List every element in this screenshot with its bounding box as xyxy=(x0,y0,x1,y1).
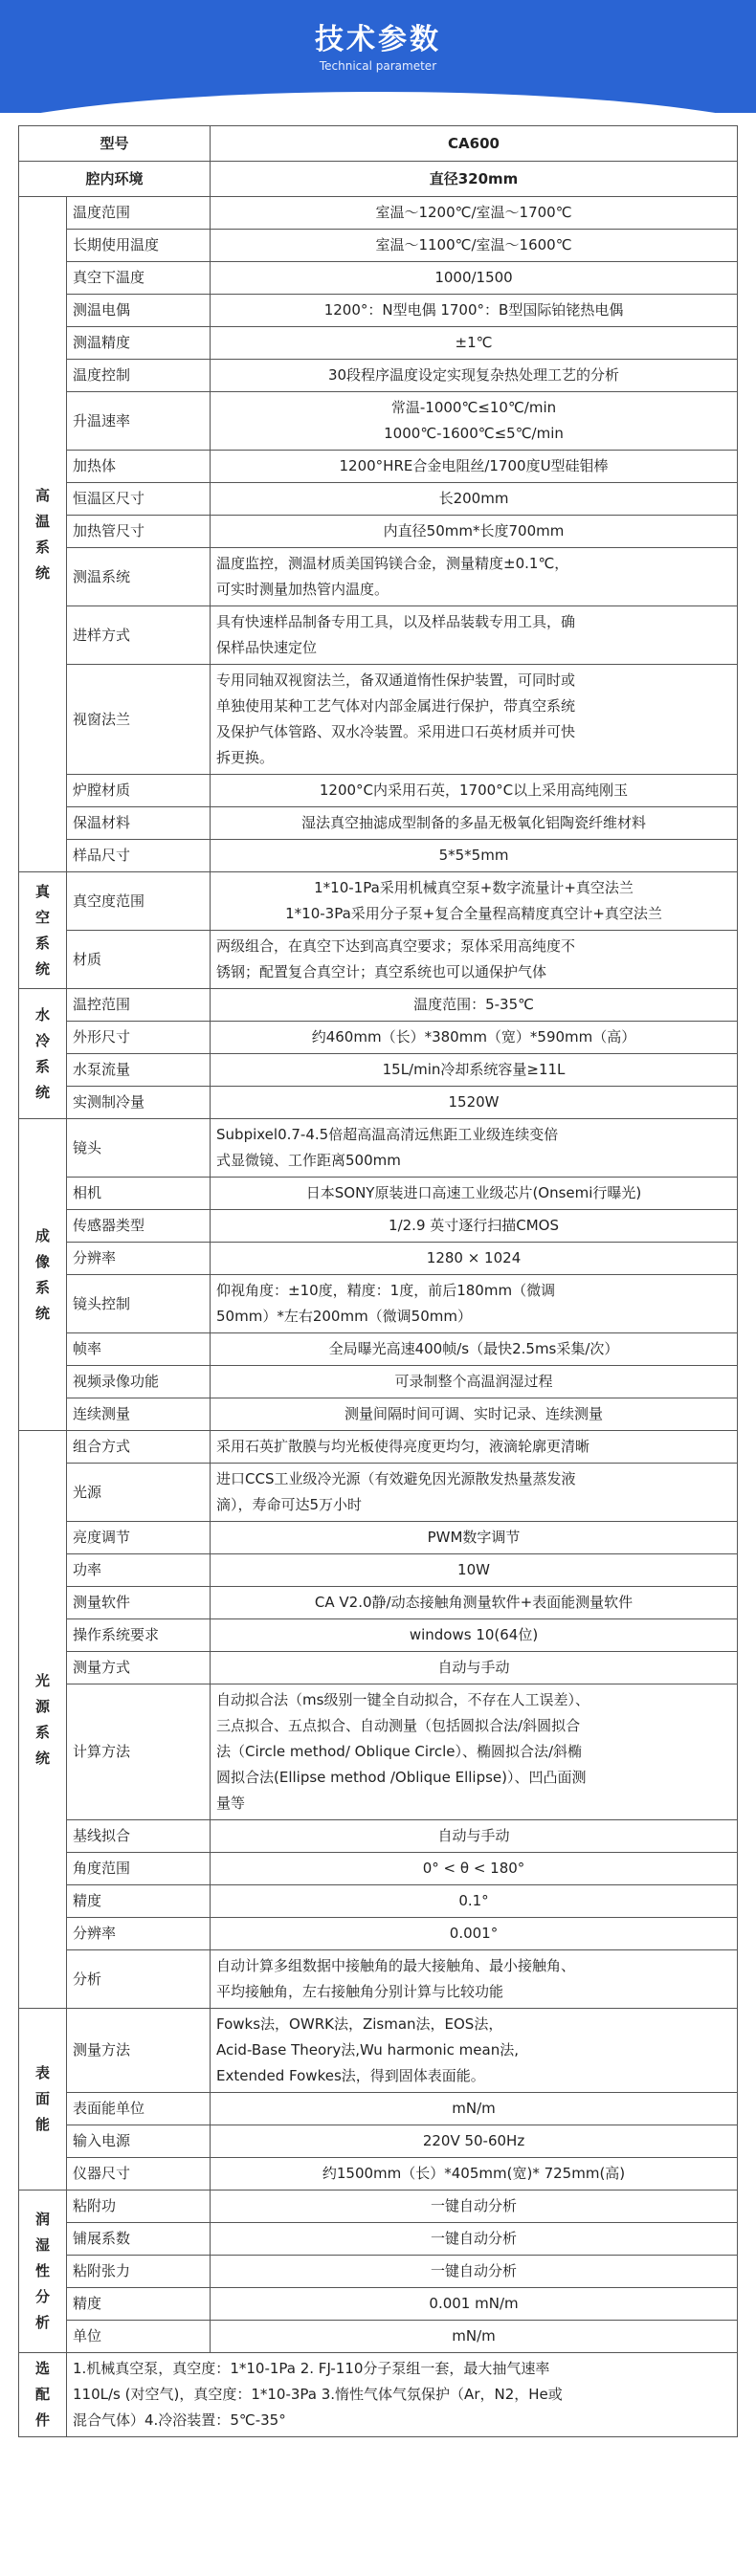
value-line: 1200°：N型电偶 1700°：B型国际铂铑热电偶 xyxy=(323,301,624,319)
spec-row xyxy=(19,807,738,840)
spec-row xyxy=(19,2288,738,2321)
value-line: 测量间隔时间可调、实时记录、连续测量 xyxy=(345,1405,604,1422)
param-value xyxy=(211,1950,738,2009)
param-name: 操作系统要求 xyxy=(67,1619,211,1652)
category-char: 分 xyxy=(34,2288,50,2305)
value-line: 保样品快速定位 xyxy=(216,639,318,656)
page-subtitle: Technical parameter xyxy=(319,59,437,73)
param-value xyxy=(211,1885,738,1918)
param-name: 相机 xyxy=(67,1178,211,1210)
spec-row xyxy=(19,230,738,262)
spec-row xyxy=(19,1464,738,1522)
param-name: 分辨率 xyxy=(67,1243,211,1275)
param-value xyxy=(211,1054,738,1087)
section-category xyxy=(19,1119,67,1431)
param-name: 温度范围 xyxy=(67,197,211,230)
value-line: 自动与手动 xyxy=(437,1827,510,1844)
spec-row xyxy=(19,2191,738,2223)
value-line: 常温-1000℃≤10℃/min xyxy=(390,399,557,416)
value-line: 单独使用某种工艺气体对内部金属进行保护，带真空系统 xyxy=(216,697,576,715)
param-value xyxy=(211,2256,738,2288)
spec-row xyxy=(19,1522,738,1554)
value-line: 1000℃-1600℃≤5℃/min xyxy=(384,425,564,442)
param-name: 真空度范围 xyxy=(67,872,211,931)
spec-row xyxy=(19,1178,738,1210)
param-name: 实测制冷量 xyxy=(67,1087,211,1119)
spec-row xyxy=(19,360,738,392)
param-value xyxy=(211,2223,738,2256)
spec-row xyxy=(19,1398,738,1431)
spec-row xyxy=(19,2009,738,2093)
spec-row xyxy=(19,2256,738,2288)
category-char: 系 xyxy=(34,1057,50,1075)
category-char: 系 xyxy=(34,934,50,952)
param-name: 进样方式 xyxy=(67,606,211,665)
param-name: 视频录像功能 xyxy=(67,1366,211,1398)
param-value xyxy=(211,1243,738,1275)
param-value xyxy=(211,989,738,1022)
category-char: 系 xyxy=(34,538,50,556)
spec-row xyxy=(19,548,738,606)
param-value xyxy=(211,2288,738,2321)
section-category xyxy=(19,989,67,1119)
spec-row xyxy=(19,451,738,483)
category-char: 真 xyxy=(34,882,50,900)
param-value xyxy=(211,1431,738,1464)
value-line: 锈钢；配置复合真空计；真空系统也可以通保护气体 xyxy=(216,963,547,980)
category-char: 水 xyxy=(34,1005,50,1024)
value-line: 自动拟合法（ms级别一键全自动拟合，不存在人工误差）、 xyxy=(216,1691,589,1708)
param-value xyxy=(211,1652,738,1684)
value-line: 采用石英扩散膜与均光板使得亮度更均匀，液滴轮廓更清晰 xyxy=(216,1438,590,1455)
spec-row xyxy=(19,1022,738,1054)
param-name: 保温材料 xyxy=(67,807,211,840)
param-name: 镜头控制 xyxy=(67,1275,211,1333)
spec-row xyxy=(19,1333,738,1366)
param-name: 测温精度 xyxy=(67,327,211,360)
value-line: 三点拟合、五点拟合、自动测量（包括圆拟合法/斜圆拟合 xyxy=(216,1717,581,1734)
param-value xyxy=(211,665,738,775)
value-line: 可实时测量加热管内温度。 xyxy=(216,581,389,598)
spec-row xyxy=(19,1366,738,1398)
value-line: 1200°HRE合金电阻丝/1700度U型硅钼棒 xyxy=(339,457,609,474)
value-line: 内直径50mm*长度700mm xyxy=(383,522,565,539)
param-name: 粘附功 xyxy=(67,2191,211,2223)
param-value xyxy=(211,1684,738,1820)
value-line: 日本SONY原装进口高速工业级芯片(Onsemi行曝光) xyxy=(305,1184,642,1201)
value-line: 圆拟合法(Ellipse method /Oblique Ellipse)）、凹凸面测 xyxy=(216,1769,587,1786)
category-char: 光 xyxy=(34,1671,50,1689)
value-line: 0.001 mN/m xyxy=(429,2295,519,2312)
param-name: 恒温区尺寸 xyxy=(67,483,211,516)
param-name: 镜头 xyxy=(67,1119,211,1178)
param-name: 角度范围 xyxy=(67,1853,211,1885)
spec-row xyxy=(19,931,738,989)
category-char: 系 xyxy=(34,1723,50,1741)
spec-row xyxy=(19,1054,738,1087)
category-char: 统 xyxy=(34,563,50,582)
value-line: 一键自动分析 xyxy=(431,2197,518,2214)
param-name: 炉膛材质 xyxy=(67,775,211,807)
param-value xyxy=(211,262,738,295)
value-line: 约1500mm（长）*405mm(宽)* 725mm(高) xyxy=(322,2165,626,2182)
param-name: 粘附张力 xyxy=(67,2256,211,2288)
param-value xyxy=(211,295,738,327)
value-line: 1/2.9 英寸逐行扫描CMOS xyxy=(389,1217,559,1234)
param-value xyxy=(211,360,738,392)
spec-row xyxy=(19,1431,738,1464)
value-line: 自动与手动 xyxy=(437,1659,510,1676)
param-value xyxy=(211,1087,738,1119)
param-name: 视窗法兰 xyxy=(67,665,211,775)
spec-row xyxy=(19,1950,738,2009)
value-line: 温度监控，测温材质美国钨镁合金，测量精度±0.1℃， xyxy=(216,555,569,572)
param-name: 光源 xyxy=(67,1464,211,1522)
banner-curve xyxy=(0,92,756,113)
value-line: Subpixel0.7-4.5倍超高温高清远焦距工业级连续变倍 xyxy=(216,1126,559,1143)
param-name: 单位 xyxy=(67,2321,211,2353)
category-char: 系 xyxy=(34,1278,50,1296)
row-value: CA600 xyxy=(211,126,738,162)
param-value xyxy=(211,1820,738,1853)
category-char: 湿 xyxy=(34,2236,50,2254)
spec-row xyxy=(19,1554,738,1587)
spec-sheet xyxy=(18,125,737,2437)
param-value xyxy=(211,1366,738,1398)
spec-row xyxy=(19,516,738,548)
param-value xyxy=(211,1022,738,1054)
param-value xyxy=(211,483,738,516)
category-char: 面 xyxy=(34,2090,50,2107)
spec-row xyxy=(19,1087,738,1119)
category-char: 配 xyxy=(34,2386,50,2403)
param-name: 连续测量 xyxy=(67,1398,211,1431)
spec-table xyxy=(18,125,738,2437)
param-value xyxy=(211,392,738,451)
value-line: 10W xyxy=(457,1561,490,1578)
category-char: 润 xyxy=(34,2211,50,2228)
spec-row xyxy=(19,1210,738,1243)
param-name: 真空下温度 xyxy=(67,262,211,295)
spec-row xyxy=(19,775,738,807)
spec-row xyxy=(19,262,738,295)
header-row xyxy=(19,162,738,197)
param-name: 帧率 xyxy=(67,1333,211,1366)
param-value xyxy=(211,2009,738,2093)
param-value xyxy=(211,1464,738,1522)
row-label: 型号 xyxy=(19,126,211,162)
param-value xyxy=(211,2158,738,2191)
param-name: 加热管尺寸 xyxy=(67,516,211,548)
param-name: 长期使用温度 xyxy=(67,230,211,262)
category-char: 选 xyxy=(34,2360,50,2377)
spec-row xyxy=(19,327,738,360)
value-line: 拆更换。 xyxy=(216,749,275,766)
spec-row xyxy=(19,483,738,516)
param-value xyxy=(211,1554,738,1587)
value-line: 一键自动分析 xyxy=(431,2262,518,2279)
category-char: 温 xyxy=(34,512,50,530)
section-category xyxy=(19,872,67,989)
param-value xyxy=(211,1619,738,1652)
section-category xyxy=(19,2353,67,2437)
param-value xyxy=(211,1522,738,1554)
param-name: 表面能单位 xyxy=(67,2093,211,2125)
category-char: 空 xyxy=(34,908,50,926)
value-line: 0° < θ < 180° xyxy=(422,1860,525,1877)
param-name: 亮度调节 xyxy=(67,1522,211,1554)
value-line: 具有快速样品制备专用工具，以及样品装载专用工具，确 xyxy=(216,613,576,630)
category-char: 件 xyxy=(34,2411,50,2429)
value-line: mN/m xyxy=(452,2327,496,2345)
value-line: 室温～1100℃/室温～1600℃ xyxy=(375,236,572,253)
value-line: 一键自动分析 xyxy=(431,2230,518,2247)
category-char: 冷 xyxy=(34,1031,50,1049)
spec-row xyxy=(19,2321,738,2353)
value-line: mN/m xyxy=(452,2100,496,2117)
param-value xyxy=(211,451,738,483)
param-value xyxy=(211,606,738,665)
param-value xyxy=(211,1853,738,1885)
category-char: 成 xyxy=(34,1226,50,1244)
param-value xyxy=(211,1178,738,1210)
param-value xyxy=(211,548,738,606)
value-line: 进口CCS工业级冷光源（有效避免因光源散发热量蒸发液 xyxy=(216,1470,576,1487)
param-value xyxy=(211,2321,738,2353)
value-line: 湿法真空抽滤成型制备的多晶无极氧化铝陶瓷纤维材料 xyxy=(301,814,647,831)
spec-row xyxy=(19,1820,738,1853)
value-line: 0.1° xyxy=(458,1892,489,1909)
value-line: 温度范围：5-35℃ xyxy=(413,996,534,1013)
category-char: 高 xyxy=(34,486,50,504)
value-line: 平均接触角，左右接触角分别计算与比较功能 xyxy=(216,1983,504,2000)
spec-row xyxy=(19,2158,738,2191)
value-line: 1.机械真空泵，真空度：1*10-1Pa 2. FJ-110分子泵组一套，最大抽气速率 xyxy=(73,2360,550,2377)
category-char: 像 xyxy=(34,1252,50,1270)
param-name: 测量软件 xyxy=(67,1587,211,1619)
value-line: 1*10-3Pa采用分子泵+复合全量程高精度真空计+真空法兰 xyxy=(285,905,662,922)
value-line: 两级组合，在真空下达到高真空要求；泵体采用高纯度不 xyxy=(216,937,576,955)
param-value xyxy=(211,840,738,872)
optional-row xyxy=(19,2353,738,2437)
param-value xyxy=(211,1210,738,1243)
spec-row xyxy=(19,1275,738,1333)
section-category xyxy=(19,2009,67,2191)
value-line: 约460mm（长）*380mm（宽）*590mm（高） xyxy=(311,1028,636,1046)
value-line: 1520W xyxy=(448,1093,500,1111)
value-line: 220V 50-60Hz xyxy=(422,2132,525,2149)
value-line: 1200°C内采用石英，1700°C以上采用高纯刚玉 xyxy=(319,782,629,799)
spec-row xyxy=(19,1652,738,1684)
category-char: 表 xyxy=(34,2064,50,2081)
param-name: 传感器类型 xyxy=(67,1210,211,1243)
spec-row xyxy=(19,1619,738,1652)
param-name: 温度控制 xyxy=(67,360,211,392)
param-name: 样品尺寸 xyxy=(67,840,211,872)
row-value: 直径320mm xyxy=(211,162,738,197)
param-name: 输入电源 xyxy=(67,2125,211,2158)
param-name: 仪器尺寸 xyxy=(67,2158,211,2191)
param-value xyxy=(211,516,738,548)
header-banner xyxy=(0,0,756,113)
spec-row xyxy=(19,392,738,451)
value-line: 量等 xyxy=(216,1794,246,1812)
category-char: 统 xyxy=(34,959,50,978)
category-char: 统 xyxy=(34,1304,50,1322)
value-line: ±1℃ xyxy=(455,334,493,351)
spec-row xyxy=(19,197,738,230)
param-value xyxy=(211,872,738,931)
spec-row xyxy=(19,2125,738,2158)
spec-row xyxy=(19,1684,738,1820)
param-name: 测量方式 xyxy=(67,1652,211,1684)
spec-row xyxy=(19,1243,738,1275)
param-value xyxy=(211,1398,738,1431)
section-category xyxy=(19,1431,67,2009)
spec-row xyxy=(19,2223,738,2256)
category-char: 源 xyxy=(34,1697,50,1715)
param-name: 测温电偶 xyxy=(67,295,211,327)
category-char: 析 xyxy=(34,2314,50,2331)
param-name: 精度 xyxy=(67,1885,211,1918)
spec-row xyxy=(19,295,738,327)
param-name: 基线拟合 xyxy=(67,1820,211,1853)
optional-accessories xyxy=(67,2353,738,2437)
param-name: 分析 xyxy=(67,1950,211,2009)
param-name: 测温系统 xyxy=(67,548,211,606)
value-line: 滴），寿命可达5万小时 xyxy=(216,1496,363,1513)
value-line: 15L/min冷却系统容量≥11L xyxy=(382,1061,566,1078)
param-value xyxy=(211,327,738,360)
value-line: windows 10(64位) xyxy=(409,1626,539,1643)
value-line: Fowks法，OWRK法，Zisman法，EOS法， xyxy=(216,2015,503,2033)
spec-row xyxy=(19,1587,738,1619)
param-name: 功率 xyxy=(67,1554,211,1587)
value-line: 30段程序温度设定实现复杂热处理工艺的分析 xyxy=(327,366,620,384)
category-char: 能 xyxy=(34,2116,50,2133)
value-line: 法（Circle method/ Oblique Circle）、椭圆拟合法/斜椭 xyxy=(216,1743,583,1760)
param-value xyxy=(211,1587,738,1619)
value-line: 0.001° xyxy=(449,1925,499,1942)
spec-row xyxy=(19,840,738,872)
page-title: 技术参数 xyxy=(315,23,441,56)
spec-row xyxy=(19,872,738,931)
value-line: 专用同轴双视窗法兰，备双通道惰性保护装置，可同时或 xyxy=(216,672,576,689)
param-value xyxy=(211,1119,738,1178)
value-line: 长200mm xyxy=(438,490,509,507)
category-char: 统 xyxy=(34,1749,50,1767)
spec-row xyxy=(19,989,738,1022)
value-line: 自动计算多组数据中接触角的最大接触角、最小接触角、 xyxy=(216,1957,576,1974)
header-row xyxy=(19,126,738,162)
param-value xyxy=(211,931,738,989)
param-value xyxy=(211,1333,738,1366)
param-value xyxy=(211,807,738,840)
value-line: 可录制整个高温润湿过程 xyxy=(394,1373,553,1390)
spec-row xyxy=(19,1918,738,1950)
value-line: 及保护气体管路、双水冷装置。采用进口石英材质并可快 xyxy=(216,723,576,740)
value-line: Acid-Base Theory法,Wu harmonic mean法, xyxy=(216,2041,519,2059)
value-line: 混合气体）4.冷浴装置：5℃-35° xyxy=(73,2411,286,2429)
value-line: 5*5*5mm xyxy=(438,847,509,864)
param-name: 材质 xyxy=(67,931,211,989)
param-value xyxy=(211,775,738,807)
param-value xyxy=(211,2125,738,2158)
param-value xyxy=(211,1918,738,1950)
param-name: 测量方法 xyxy=(67,2009,211,2093)
section-category xyxy=(19,2191,67,2353)
spec-row xyxy=(19,1853,738,1885)
spec-row xyxy=(19,665,738,775)
param-name: 计算方法 xyxy=(67,1684,211,1820)
value-line: 1000/1500 xyxy=(434,269,513,286)
value-line: 全局曝光高速400帧/s（最快2.5ms采集/次） xyxy=(328,1340,619,1357)
param-name: 分辨率 xyxy=(67,1918,211,1950)
row-label: 腔内环境 xyxy=(19,162,211,197)
value-line: 仰视角度：±10度，精度：1度，前后180mm（微调 xyxy=(216,1282,556,1299)
param-value xyxy=(211,1275,738,1333)
value-line: 室温～1200℃/室温～1700℃ xyxy=(375,204,572,221)
param-value xyxy=(211,2191,738,2223)
value-line: 50mm）*左右200mm（微调50mm） xyxy=(216,1308,472,1325)
param-name: 外形尺寸 xyxy=(67,1022,211,1054)
param-name: 水泵流量 xyxy=(67,1054,211,1087)
value-line: PWM数字调节 xyxy=(427,1529,521,1546)
value-line: 式显微镜、工作距离500mm xyxy=(216,1152,401,1169)
value-line: CA V2.0静/动态接触角测量软件+表面能测量软件 xyxy=(314,1594,634,1611)
spec-row xyxy=(19,1119,738,1178)
param-name: 组合方式 xyxy=(67,1431,211,1464)
category-char: 性 xyxy=(34,2262,50,2279)
param-name: 温控范围 xyxy=(67,989,211,1022)
value-line: 110L/s (对空气)，真空度：1*10-3Pa 3.惰性气体气氛保护（Ar，N2，He或 xyxy=(73,2386,563,2403)
param-name: 铺展系数 xyxy=(67,2223,211,2256)
param-value xyxy=(211,197,738,230)
value-line: Extended Fowkes法，得到固体表面能。 xyxy=(216,2067,485,2084)
param-value xyxy=(211,2093,738,2125)
section-category xyxy=(19,197,67,872)
param-name: 升温速率 xyxy=(67,392,211,451)
spec-row xyxy=(19,1885,738,1918)
value-line: 1280 × 1024 xyxy=(426,1249,522,1266)
category-char: 统 xyxy=(34,1083,50,1101)
param-value xyxy=(211,230,738,262)
param-name: 加热体 xyxy=(67,451,211,483)
spec-row xyxy=(19,606,738,665)
spec-row xyxy=(19,2093,738,2125)
param-name: 精度 xyxy=(67,2288,211,2321)
value-line: 1*10-1Pa采用机械真空泵+数字流量计+真空法兰 xyxy=(314,879,634,896)
